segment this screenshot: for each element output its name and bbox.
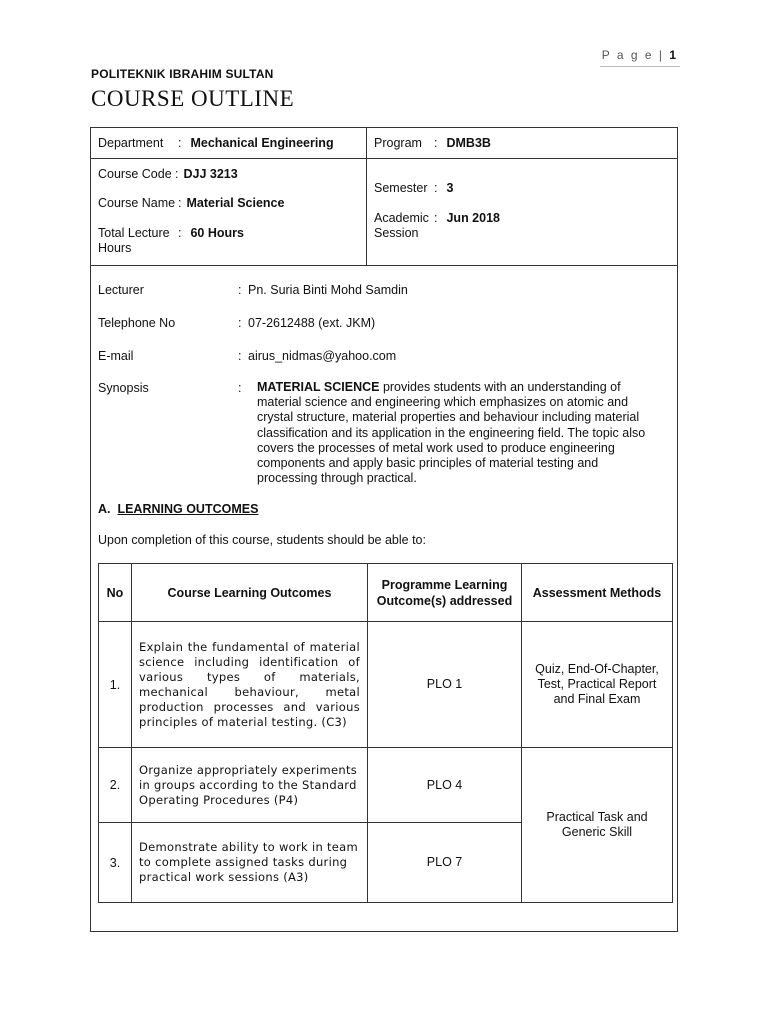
row-clo: Organize appropriately experiments in groups according to the Standard Operating Procedures (P4): [132, 748, 368, 823]
learning-outcomes-intro: Upon completion of this course, students should be able to:: [98, 533, 426, 547]
row-plo: PLO 7: [368, 823, 522, 903]
semester-label: Semester: [374, 181, 428, 195]
academic-session-label: Academic: [374, 211, 429, 225]
row-no: 1.: [99, 622, 132, 748]
page-number: P a g e | 1: [601, 48, 678, 62]
course-name-label: Course Name: [98, 196, 176, 210]
row-no: 3.: [99, 823, 132, 903]
section-title: LEARNING OUTCOMES: [117, 502, 259, 516]
row-assessment: Quiz, End-Of-Chapter, Test, Practical Report and Final Exam: [522, 622, 673, 748]
telephone-label: Telephone No: [98, 316, 176, 330]
program-value: DMB3B: [446, 136, 491, 150]
row-clo: Demonstrate ability to work in team to complete assigned tasks during practical work sessions (A3): [132, 823, 368, 903]
total-lecture-field: Total Lecture : 60 Hours Hours: [98, 226, 244, 255]
header-plo: Programme Learning Outcome(s) addressed: [368, 564, 522, 622]
page-number-value: 1: [669, 48, 678, 62]
synopsis-highlight: MATERIAL SCIENCE: [257, 380, 380, 394]
section-letter: A.: [98, 502, 111, 516]
course-code-value: DJJ 3213: [183, 167, 238, 181]
synopsis-body: provides students with an understanding of material science and engineering which emphasizes on atomic and crystal structure, material properties and behaviour including material classification and its application in the engineering field. The topic also covers the processes of metal work used to produce engineering components and apply basic principles of material testing and processing through practical.: [257, 380, 646, 486]
table-row: [99, 748, 673, 823]
table-header-row: [99, 564, 673, 622]
telephone-value: 07-2612488 (ext. JKM): [248, 316, 376, 330]
table-spacer-row: [99, 903, 673, 931]
synopsis-text: [257, 380, 657, 486]
department-value: Mechanical Engineering: [190, 136, 334, 150]
lecturer-label: Lecturer: [98, 283, 144, 297]
header-clo: Course Learning Outcomes: [132, 564, 368, 622]
row-plo: PLO 4: [368, 748, 522, 823]
course-name-field: Course Name : Material Science: [98, 196, 285, 210]
total-lecture-label: Total Lecture: [98, 226, 170, 240]
program-field: Program : DMB3B: [374, 136, 491, 150]
academic-session-field: Academic : Jun 2018 Session: [374, 211, 500, 240]
course-name-value: Material Science: [186, 196, 285, 210]
page-title: COURSE OUTLINE: [91, 86, 295, 111]
row-no: 2.: [99, 748, 132, 823]
header-rule: [600, 66, 680, 67]
email-value: airus_nidmas@yahoo.com: [248, 349, 397, 363]
semester-field: Semester : 3: [374, 181, 454, 195]
course-outline-box: Department : Mechanical Engineering Program : DMB3B Course Code : DJJ 3213 Course Name : Material Science Total Lecture : 60 Hours Hours Semester : 3 Academic : Jun 2018 Session Lecturer : Pn. Suria Binti Mohd Samdin Telephone No : 07-2612488 (ext. JKM) E-mail : airus_nidmas@yahoo.com Synopsis : MATERIAL SCIENCE provides students with an understanding of material science and engineering which emphasizes on atomic and crystal structure, material properties and behaviour including material classification and its application in the engineering field. The topic also covers the processes of metal work used to produce engineering components and apply basic principles of material testing and processing through practical. A. LEARNING OUTCOMES Upon completion of this course, students should be able to: No Course Learning Outcomes Programme Learning Outcome(s) addressed Assessment Methods 1. Explain the fundamental of material science including identification of various types of materials, mechanical behaviour, metal production processes and various principles of material testing. (C3) PLO 1 Quiz, End-Of-Chapter, Test, Practical Report and Final Exam 2. Organize appropriately experiments in groups according to the Standard Operating Procedures (P4) PLO 4 Practical Task and Generic Skill 3. Demonstrate ability to work in team to complete assigned tasks during practical work sessions (A3) PLO 7: [90, 127, 678, 932]
section-a-heading: [98, 502, 258, 516]
academic-session-value: Jun 2018: [446, 211, 500, 225]
academic-session-label-line2: Session: [374, 226, 419, 240]
department-field: Department : Mechanical Engineering: [98, 136, 334, 150]
row-clo: Explain the fundamental of material science including identification of various types of materials, mechanical behaviour, metal production processes and various principles of material testing. (C3): [132, 622, 368, 748]
learning-outcomes-table: [98, 563, 673, 931]
program-label: Program: [374, 136, 422, 150]
institution-name: POLITEKNIK IBRAHIM SULTAN: [91, 67, 274, 81]
header-no: No: [99, 564, 132, 622]
synopsis-label: Synopsis: [98, 381, 149, 395]
email-label: E-mail: [98, 349, 134, 363]
total-lecture-value: 60 Hours: [190, 226, 244, 240]
course-code-label: Course Code: [98, 167, 172, 181]
total-lecture-label-line2: Hours: [98, 241, 132, 255]
table-row: [99, 622, 673, 748]
header-assessment: Assessment Methods: [522, 564, 673, 622]
department-label: Department: [98, 136, 164, 150]
page-label: P a g e: [601, 48, 654, 62]
row-plo: PLO 1: [368, 622, 522, 748]
lecturer-value: Pn. Suria Binti Mohd Samdin: [248, 283, 408, 297]
table-spacer: [99, 903, 673, 931]
semester-value: 3: [446, 181, 454, 195]
header-divider: [366, 128, 367, 265]
course-code-field: Course Code : DJJ 3213: [98, 167, 238, 181]
row-assessment: Practical Task and Generic Skill: [522, 748, 673, 903]
